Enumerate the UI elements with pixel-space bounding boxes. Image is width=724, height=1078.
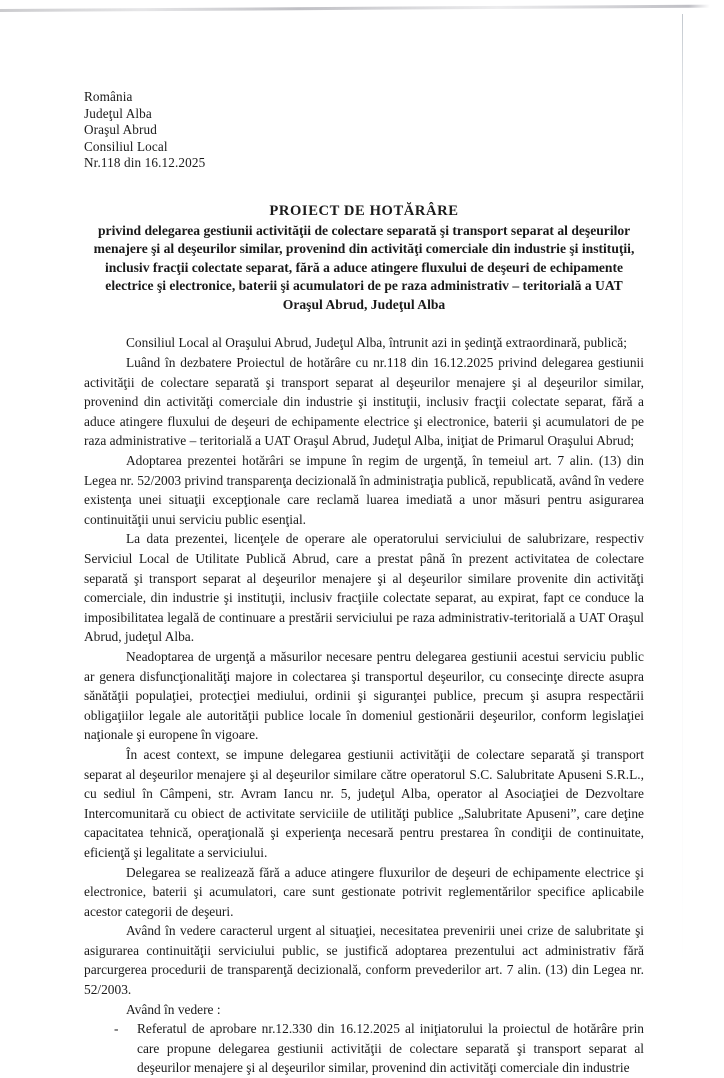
paragraph-neadoptarea: Neadoptarea de urgenţă a măsurilor necesare pentru delegarea gestiunii acestui serviciu public ar genera disfuncţionalităţi majore in colectarea şi transportul deşeurilor, cu consecinţe directe asupra sănătăţii populaţiei, protecţiei mediului, ordinii şi siguranţei publice, precum şi asupra respectării obligaţiilor legale ale autorităţii publice locale în domeniul gestionării deşeurilor, conform legislaţiei naţionale şi europene în vigoare. <box>84 648 644 743</box>
document-subtitle <box>84 222 644 315</box>
considerations-lead: Având în vedere : <box>126 1001 221 1017</box>
subtitle-line-4: electrice şi electronice, baterii şi acumulatori de pe raza administrativ – teritorială a UAT <box>105 278 623 294</box>
letterhead <box>84 89 644 172</box>
subtitle-line-2: menajere şi al deşeurilor similar, provenind din activităţi comerciale din industrie şi instituţii, <box>93 241 635 257</box>
paragraph-delegare-operator: În acest context, se impune delegarea gestiunii activităţii de colectare separată şi transport separat al deşeurilor menajere şi al deşeurilor similare către operatorul S.C. Salubritate Apuseni S.R.L., cu sediul în Câmpeni, str. Avram Iancu nr. 5, judeţul Alba, operator al Asociaţiei de Dezvoltare Intercomunitară cu obiect de activitate serviciile de utilităţi publice „Salubritate Apuseni”, care deţine capacitatea tehnică, operaţională şi experienţa necesară pentru prestarea în condiţii de continuitate, eficienţă şi legalitate a serviciului. <box>84 746 644 860</box>
letterhead-number-date: Nr.118 din 16.12.2025 <box>84 155 206 171</box>
document-body <box>84 333 644 1078</box>
paragraph-luand-in-dezbatere: Luând în dezbatere Proiectul de hotărâre cu nr.118 din 16.12.2025 privind delegarea gestiunii activităţii de colectare separată şi transport separat al deşeurilor menajere şi al deşeurilor similar, provenind din activităţi comerciale din industrie şi instituţii, inclusiv fracţii colectate separat, fără a aduce atingere fluxului de deşeuri de echipamente electrice şi electronice, baterii şi acumulatori de pe raza administrative – teritorială a UAT Oraşul Abrud, Judeţul Alba, iniţiat de Primarul Oraşului Abrud; <box>84 355 644 449</box>
paragraph-licente-expirate: La data prezentei, licenţele de operare ale operatorului serviciului de salubrizare, respectiv Serviciul Local de Utilitate Publică Abrud, care a prestat până în prezent activitatea de colectare separată şi transport separat al deşeurilor menajere şi al deşeurilor similare provenite din activităţi comerciale, din industrie şi instituţii, inclusiv fracţiile colectate separat, au expirat, fapt ce conduce la imposibilitatea legală de continuare a prestării serviciului pe raza administrativ-teritorială a UAT Oraşul Abrud, judeţul Alba. <box>84 531 644 645</box>
paragraph-caracter-urgent: Având în vedere caracterul urgent al situaţiei, necesitatea prevenirii unei crize de salubritate şi asigurarea continuităţii serviciului public, se justifică adoptarea prezentului act administrativ fără parcurgerea procedurii de transparenţă decizională, conform prevederilor art. 7 alin. (13) din Legea nr. 52/2003. <box>84 923 644 998</box>
list-item <box>84 1019 644 1078</box>
scan-edge-right-artifact <box>682 14 683 974</box>
subtitle-line-3: inclusiv fracţii colectate separat, fără a aduce atingere fluxului de deşeuri de echipamente <box>104 259 624 275</box>
letterhead-country: România <box>84 89 133 104</box>
title-block <box>84 203 644 315</box>
subtitle-line-1: privind delegarea gestiunii activităţii de colectare separată şi transport separat al deşeurilor <box>98 222 630 238</box>
paragraph-adoptarea-urgenta: Adoptarea prezentei hotărâri se impune în regim de urgenţă, în temeiul art. 7 alin. (13) din Legea nr. 52/2003 privind transparenţa decizională în administraţia publică, republicată, având în vedere existenţa unei situaţii excepţionale care reclamă luarea imediată a unor măsuri pentru asigurarea continuităţii unui serviciu public esenţial. <box>84 453 644 527</box>
letterhead-county: Judeţul Alba <box>84 105 152 121</box>
bullet-dash-marker: - <box>114 1021 119 1037</box>
paragraph-opening: Consiliul Local al Oraşului Abrud, Judeţul Alba, întrunit azi in şedinţă extraordinară, publică; <box>126 335 627 351</box>
page-title: PROIECT DE HOTĂRÂRE <box>269 202 459 219</box>
list-item-text: Referatul de aprobare nr.12.330 din 16.12.2025 al iniţiatorului la proiectul de hotărâre prin care propune delegarea gestiunii activităţii de colectare separată şi transport separat al deşeurilor menajere şi al deşeurilor similar, provenind din activităţi comerciale din industrie <box>137 1021 644 1076</box>
letterhead-council: Consiliul Local <box>84 138 168 154</box>
subtitle-line-5: Oraşul Abrud, Judeţul Alba <box>282 296 446 312</box>
document-content <box>84 0 644 1078</box>
considerations-list <box>84 1019 644 1078</box>
letterhead-city: Oraşul Abrud <box>84 122 158 138</box>
paragraph-fluxuri-deeee: Delegarea se realizează fără a aduce atingere fluxurilor de deşeuri de echipamente electrice şi electronice, baterii şi acumulatori, care sunt gestionate potrivit reglementărilor specifice aplicabile acestor categorii de deşeuri. <box>84 864 644 919</box>
